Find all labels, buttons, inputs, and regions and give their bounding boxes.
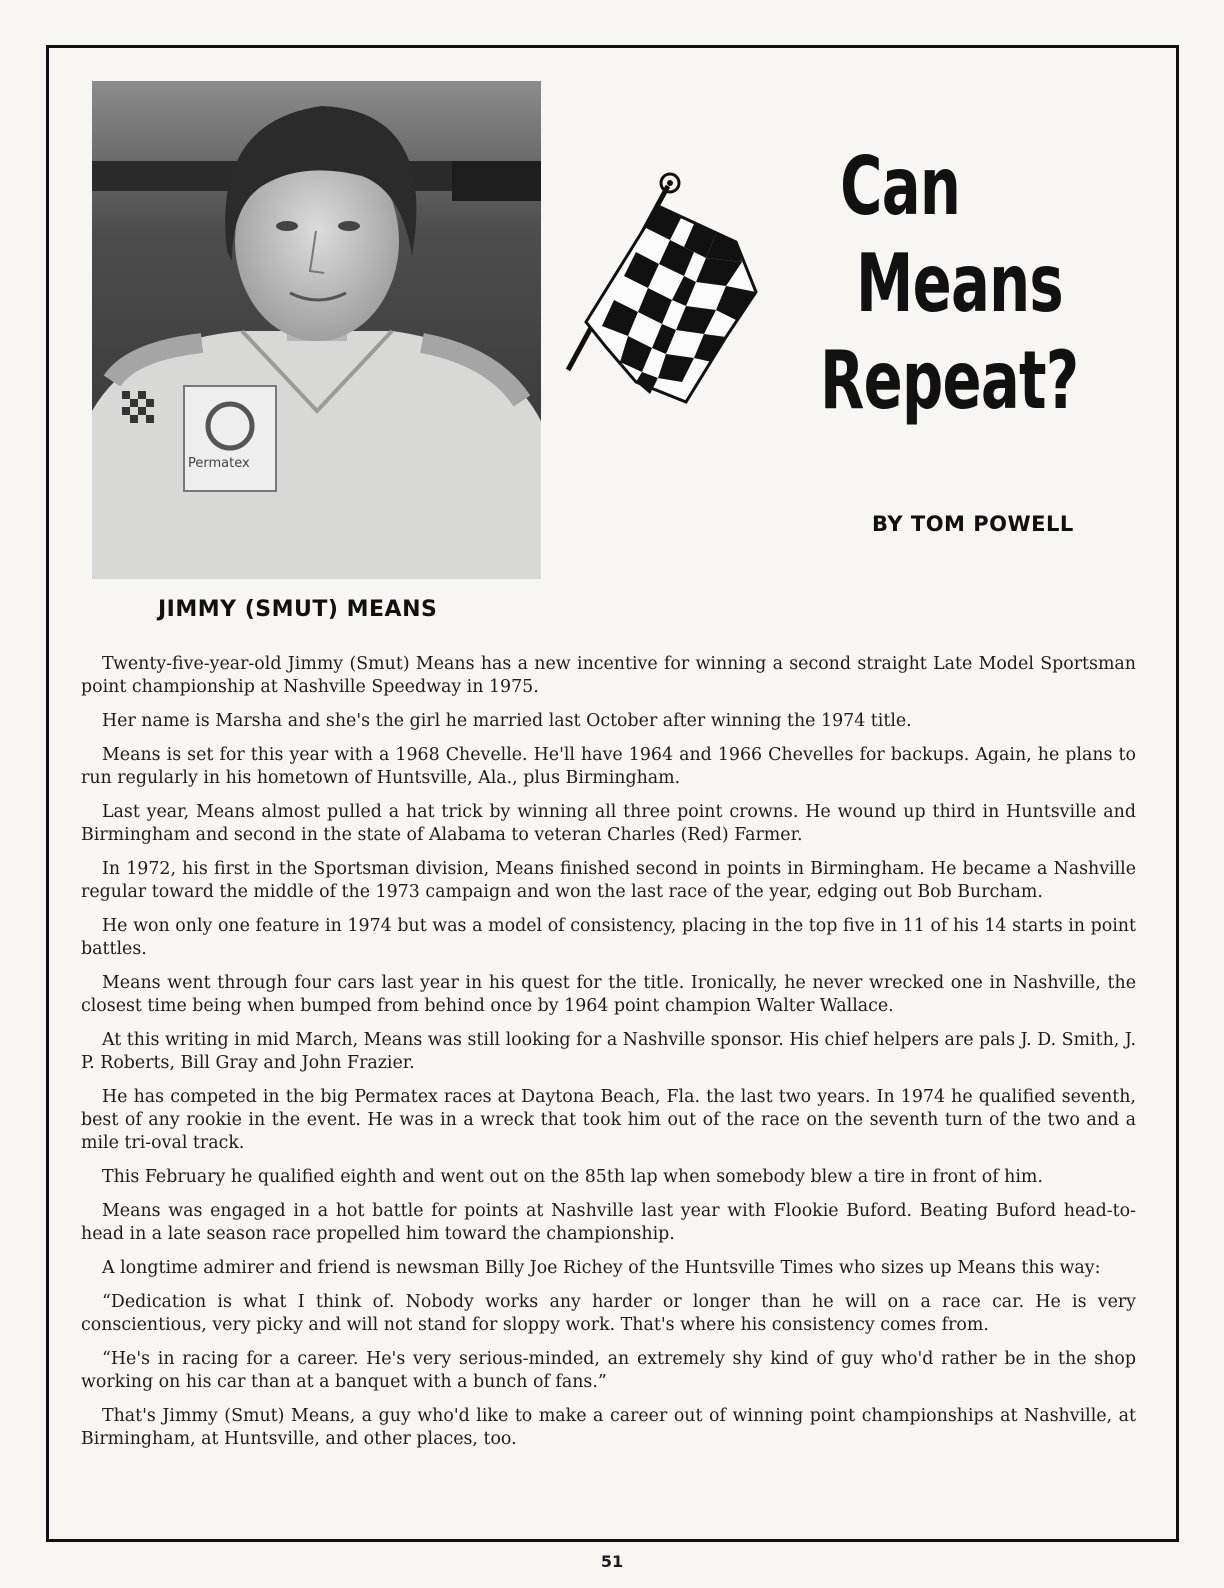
paragraph: Means went through four cars last year in his quest for the title. Ironically, he never wrecked one in Nashville, the closest time being when bumped from behind once by 1964 point champion Walter Wallace. — [81, 973, 1136, 1016]
portrait-photo — [92, 81, 541, 579]
article-body — [81, 653, 1136, 1462]
paragraph: Means is set for this year with a 1968 Chevelle. He'll have 1964 and 1966 Chevelles for backups. Again, he plans to run regularly in his hometown of Huntsville, Ala., plus Birmingham. — [81, 745, 1136, 788]
paragraph: He won only one feature in 1974 but was a model of consistency, placing in the top five in 11 of his 14 starts in point battles. — [81, 916, 1136, 959]
title-line-1: Can — [840, 140, 961, 233]
photo-caption: JIMMY (SMUT) MEANS — [158, 597, 438, 622]
page-number: 51 — [600, 1552, 624, 1571]
paragraph: At this writing in mid March, Means was still looking for a Nashville sponsor. His chief helpers are pals J. D. Smith, J. P. Roberts, Bill Gray and John Frazier. — [81, 1030, 1136, 1073]
paragraph: That's Jimmy (Smut) Means, a guy who'd like to make a career out of winning point championships at Nashville, at Birmingham, at Huntsville, and other places, too. — [81, 1406, 1136, 1449]
article-title — [820, 138, 1079, 429]
paragraph: This February he qualified eighth and went out on the 85th lap when somebody blew a tire in front of him. — [102, 1167, 1043, 1187]
paragraph: “He's in racing for a career. He's very serious-minded, an extremely shy kind of guy who'd rather be in the shop working on his car than at a banquet with a bunch of fans.” — [81, 1349, 1136, 1392]
paragraph: In 1972, his first in the Sportsman division, Means finished second in points in Birmingham. He became a Nashville regular toward the middle of the 1973 campaign and won the last race of the year, edging out Bob Burcham. — [81, 859, 1136, 902]
svg-text:Permatex: Permatex — [188, 456, 250, 471]
title-line-3: Repeat? — [820, 334, 1079, 427]
paragraph: He has competed in the big Permatex races at Daytona Beach, Fla. the last two years. In 1974 he qualified seventh, best of any rookie in the event. He was in a wreck that took him out of the race on the seventh turn of the two and a mile tri-oval track. — [81, 1087, 1136, 1153]
paragraph: “Dedication is what I think of. Nobody works any harder or longer than he will on a race car. He is very conscientious, very picky and will not stand for sloppy work. That's where his consistency comes from. — [81, 1292, 1136, 1335]
paragraph: A longtime admirer and friend is newsman Billy Joe Richey of the Huntsville Times who sizes up Means this way: — [102, 1258, 1101, 1278]
title-line-2: Means — [856, 237, 1063, 330]
paragraph: Means was engaged in a hot battle for points at Nashville last year with Flookie Buford. Beating Buford head-to-head in a late season race propelled him toward the championship. — [81, 1201, 1136, 1244]
paragraph: Twenty-five-year-old Jimmy (Smut) Means has a new incentive for winning a second straight Late Model Sportsman point championship at Nashville Speedway in 1975. — [81, 654, 1136, 697]
checkered-flag-icon — [566, 172, 766, 422]
paragraph: Last year, Means almost pulled a hat trick by winning all three point crowns. He wound up third in Huntsville and Birmingham and second in the state of Alabama to veteran Charles (Red) Farmer. — [81, 802, 1136, 845]
byline: BY TOM POWELL — [872, 512, 1074, 536]
paragraph: Her name is Marsha and she's the girl he married last October after winning the 1974 title. — [102, 711, 912, 731]
